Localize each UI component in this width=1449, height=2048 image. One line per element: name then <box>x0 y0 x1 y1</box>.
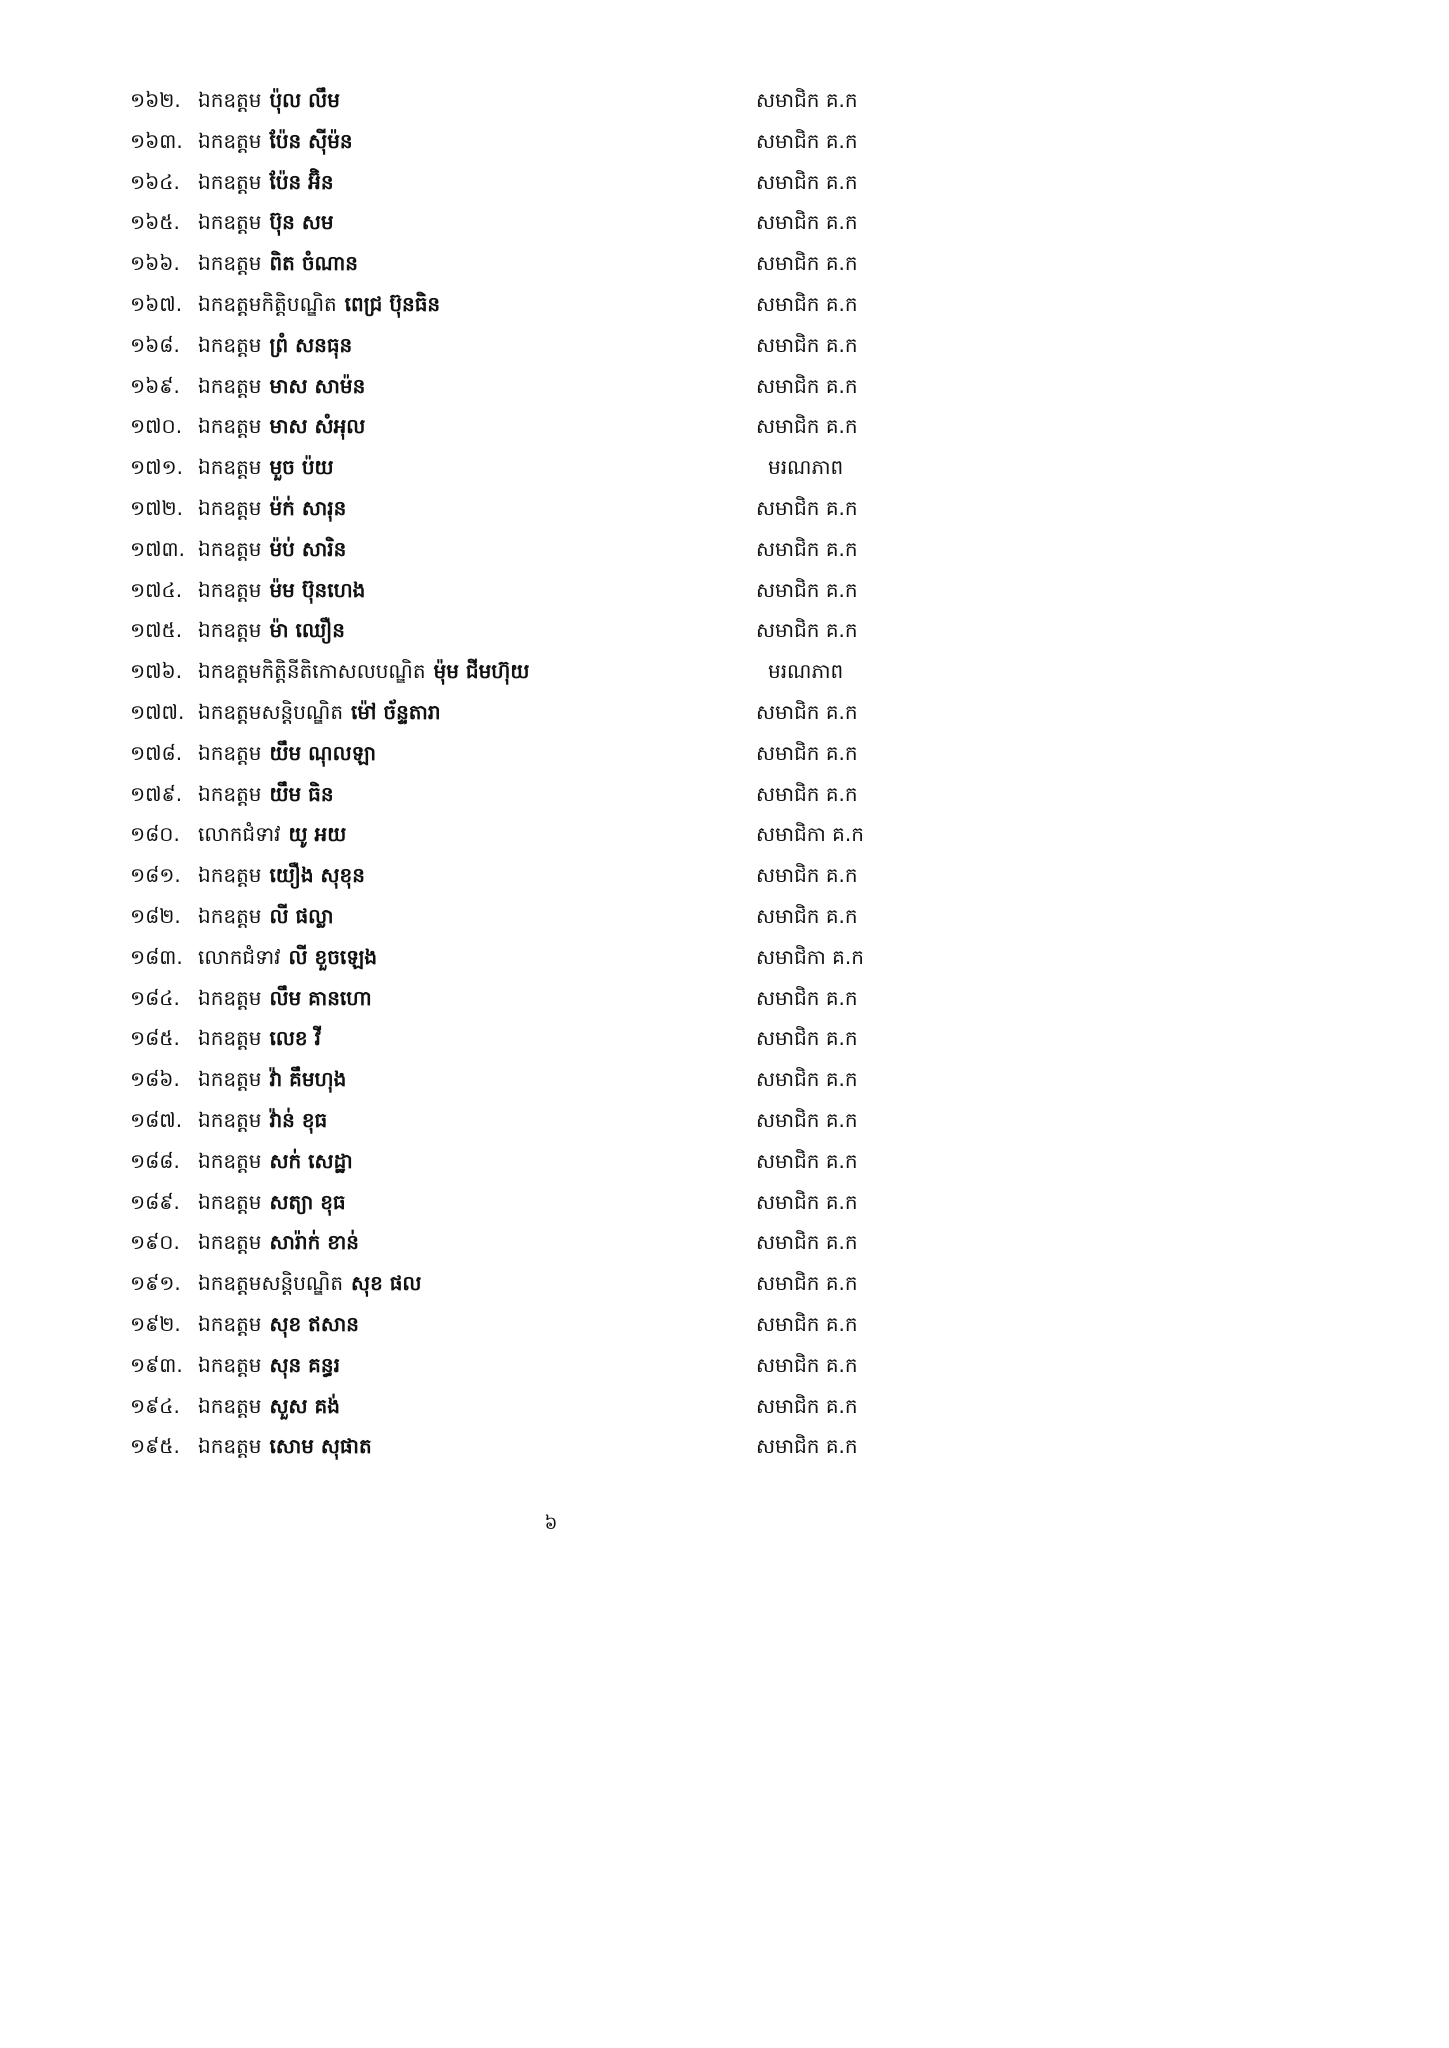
entry-title-group <box>198 208 334 236</box>
entry-honorific: ឯកឧត្តម <box>198 577 262 602</box>
entry-title-group <box>198 494 346 522</box>
entry-status: សមាជិក គ.ក <box>756 291 858 316</box>
entry-name: ព្រំ សនធុន <box>269 332 353 357</box>
entry-status: សមាជិក គ.ក <box>756 373 858 398</box>
list-item <box>0 529 1102 570</box>
entry-title-group <box>198 290 440 318</box>
entry-name: សក់ សេដ្ឋា <box>269 1148 353 1173</box>
entry-title-group <box>198 1024 321 1052</box>
entry-number: ១៩៥. <box>130 1434 180 1459</box>
entry-status: សមាជិក គ.ក <box>756 903 858 928</box>
entry-title-group <box>198 412 365 440</box>
list-item <box>0 1426 1102 1467</box>
entry-name: សារ៉ាក់ ខាន់ <box>269 1230 359 1255</box>
list-item <box>0 570 1102 611</box>
entry-honorific: ឯកឧត្តម <box>198 903 262 928</box>
entry-honorific: ឯកឧត្តម <box>198 1067 262 1092</box>
entry-honorific: ឯកឧត្តម <box>198 740 262 765</box>
entry-honorific: ឯកឧត្តម <box>198 863 262 888</box>
list-item <box>0 1386 1102 1427</box>
entry-title-group <box>198 984 372 1012</box>
entry-honorific: ឯកឧត្តម <box>198 414 262 439</box>
entry-honorific: ឯកឧត្តមកិត្តិនីតិកោសលបណ្ឌិត <box>198 659 426 684</box>
entry-number: ១៧៩. <box>130 781 183 806</box>
entry-honorific: ឯកឧត្តម <box>198 1189 262 1214</box>
entry-name: យឹម ធិន <box>269 781 334 806</box>
entry-number: ១៧៤. <box>130 577 183 602</box>
entry-status: សមាជិក គ.ក <box>756 740 858 765</box>
entry-honorific: ឯកឧត្តម <box>198 1026 262 1051</box>
entry-status: សមាជិក គ.ក <box>756 699 858 724</box>
entry-status: សមាជិក គ.ក <box>756 618 858 643</box>
entry-status: សមាជិក គ.ក <box>756 1026 858 1051</box>
entry-number: ១៨៤. <box>130 985 180 1010</box>
entry-name: ប៉ែន អ៊ិន <box>269 169 334 194</box>
entry-status: សមាជិក គ.ក <box>756 1271 858 1296</box>
entry-honorific: ឯកឧត្តម <box>198 618 262 643</box>
entry-name: ម៉ៅ ច័ន្ទតារា <box>351 699 441 724</box>
list-item <box>0 1304 1102 1345</box>
entry-title-group <box>198 739 376 767</box>
entry-number: ១៧០. <box>130 414 183 439</box>
entry-name: យូ អយ <box>288 822 347 847</box>
entry-status: សមាជិក គ.ក <box>756 1230 858 1255</box>
entry-status: សមាជិក គ.ក <box>756 1148 858 1173</box>
page-number: ៦ <box>544 1513 558 1534</box>
entry-number: ១៦៤. <box>130 169 180 194</box>
entry-honorific: ឯកឧត្តម <box>198 1434 262 1459</box>
entry-number: ១៧៦. <box>130 659 183 684</box>
list-item <box>0 162 1102 203</box>
entry-name: លី ផល្លា <box>269 903 334 928</box>
list-item <box>0 896 1102 937</box>
entry-title-group <box>198 1228 359 1256</box>
entry-title-group <box>198 1310 359 1338</box>
entry-number: ១៩២. <box>130 1311 181 1336</box>
entry-honorific: ឯកឧត្តម <box>198 169 262 194</box>
entry-number: ១៨៨. <box>130 1148 180 1173</box>
entry-name: មាស សាម៉ន <box>269 373 366 398</box>
entry-honorific: ឯកឧត្តម <box>198 495 262 520</box>
entry-name: ពេជ្រ ប៊ុនធិន <box>344 291 441 316</box>
list-item <box>0 121 1102 162</box>
list-item <box>0 814 1102 855</box>
list-item <box>0 488 1102 529</box>
entry-status: សមាជិក គ.ក <box>756 536 858 561</box>
entry-name: វ៉ា គឹមហុង <box>269 1067 347 1092</box>
entry-title-group <box>198 86 340 114</box>
entry-name: ប៉ែន ស៊ីម៉ន <box>269 128 353 153</box>
entry-status: សមាជិក គ.ក <box>756 1434 858 1459</box>
entry-title-group <box>198 249 358 277</box>
entry-number: ១៧៣. <box>130 536 185 561</box>
entry-name: លេខ វី <box>269 1026 321 1051</box>
entry-name: លី ខួចឡេង <box>288 944 378 969</box>
list-item <box>0 243 1102 284</box>
entry-status: សមាជិក គ.ក <box>756 1067 858 1092</box>
entry-honorific: ឯកឧត្តម <box>198 1393 262 1418</box>
entry-status: សមាជិក គ.ក <box>756 863 858 888</box>
list-item <box>0 855 1102 896</box>
entry-title-group <box>198 535 346 563</box>
entry-title-group <box>198 902 334 930</box>
entry-number: ១៨៦. <box>130 1067 180 1092</box>
entry-title-group <box>198 372 365 400</box>
entry-name: ពិត ចំណាន <box>269 251 358 276</box>
entry-honorific: ឯកឧត្តមសន្តិបណ្ឌិត <box>198 1271 344 1296</box>
member-list <box>0 80 1102 1467</box>
entry-title-group <box>198 698 441 726</box>
entry-title-group <box>198 1065 346 1093</box>
list-item <box>0 978 1102 1019</box>
entry-number: ១៧៨. <box>130 740 183 765</box>
entry-number: ១៨៩. <box>130 1189 180 1214</box>
list-item <box>0 733 1102 774</box>
entry-name: សុខ ឥសាន <box>269 1311 359 1336</box>
entry-status: សមាជិក គ.ក <box>756 495 858 520</box>
entry-honorific: ឯកឧត្តម <box>198 1148 262 1173</box>
entry-honorific: ឯកឧត្តម <box>198 251 262 276</box>
entry-status: មរណភាព <box>768 455 844 480</box>
entry-status: សមាជិក គ.ក <box>756 781 858 806</box>
entry-honorific: ឯកឧត្តម <box>198 332 262 357</box>
list-item <box>0 774 1102 815</box>
list-item <box>0 1100 1102 1141</box>
entry-title-group <box>198 1106 327 1134</box>
entry-title-group <box>198 127 353 155</box>
entry-name: ប៉ុល លឹម <box>269 88 340 112</box>
entry-status: សមាជិក គ.ក <box>756 577 858 602</box>
list-item <box>0 406 1102 447</box>
entry-title-group <box>198 331 352 359</box>
entry-name: សួស គង់ <box>269 1393 340 1418</box>
entry-status: សមាជិក គ.ក <box>756 332 858 357</box>
list-item <box>0 1182 1102 1223</box>
entry-status: សមាជិក គ.ក <box>756 169 858 194</box>
list-item <box>0 937 1102 978</box>
entry-status: សមាជិក គ.ក <box>756 1189 858 1214</box>
list-item <box>0 1263 1102 1304</box>
entry-name: មួច ប៉យ <box>269 455 334 480</box>
entry-title-group <box>198 820 346 848</box>
entry-honorific: ឯកឧត្តមសន្តិបណ្ឌិត <box>198 699 344 724</box>
entry-number: ១៩០. <box>130 1230 180 1255</box>
list-item <box>0 1345 1102 1386</box>
entry-honorific: ឯកឧត្តម <box>198 1311 262 1336</box>
entry-status: សមាជិក គ.ក <box>756 251 858 276</box>
entry-title-group <box>198 1351 340 1379</box>
entry-honorific: ឯកឧត្តម <box>198 88 262 112</box>
entry-number: ១៩៤. <box>130 1393 180 1418</box>
entry-honorific: ឯកឧត្តម <box>198 373 262 398</box>
entry-number: ១៧៧. <box>130 699 185 724</box>
entry-number: ១៨១. <box>130 863 181 888</box>
entry-status: សមាជិក គ.ក <box>756 210 858 235</box>
list-item <box>0 325 1102 366</box>
entry-status: សមាជិកា គ.ក <box>756 944 864 969</box>
entry-name: សោម សុផាត <box>269 1434 372 1459</box>
entry-title-group <box>198 1432 372 1460</box>
entry-honorific: ឯកឧត្តម <box>198 1352 262 1377</box>
entry-name: វ៉ាន់ ខុធ <box>269 1107 328 1132</box>
entry-number: ១៨០. <box>130 822 180 847</box>
entry-number: ១៦៧. <box>130 291 183 316</box>
list-item <box>0 1018 1102 1059</box>
list-item <box>0 80 1102 121</box>
entry-number: ១៨៥. <box>130 1026 180 1051</box>
entry-number: ១៨៣. <box>130 944 183 969</box>
entry-name: សុន គន្ធរ <box>269 1352 340 1377</box>
list-item <box>0 366 1102 407</box>
entry-name: ប៊ុន សម <box>269 210 334 235</box>
entry-honorific: ឯកឧត្តម <box>198 210 262 235</box>
entry-title-group <box>198 576 365 604</box>
entry-honorific: លោកជំទាវ <box>198 944 281 969</box>
entry-honorific: ឯកឧត្តម <box>198 455 262 480</box>
entry-title-group <box>198 1147 353 1175</box>
entry-status: សមាជិក គ.ក <box>756 128 858 153</box>
entry-number: ១៧៥. <box>130 618 183 643</box>
entry-name: យឿង សុខុន <box>269 863 365 888</box>
entry-number: ១៩៣. <box>130 1352 183 1377</box>
entry-number: ១៨២. <box>130 903 181 928</box>
entry-number: ១៦៨. <box>130 332 180 357</box>
entry-title-group <box>198 616 345 644</box>
entry-status: សមាជិកា គ.ក <box>756 822 864 847</box>
entry-name: មាស សំអុល <box>269 414 366 439</box>
entry-number: ១៧២. <box>130 495 184 520</box>
list-item <box>0 1141 1102 1182</box>
entry-title-group <box>198 168 334 196</box>
entry-honorific: ឯកឧត្តម <box>198 1230 262 1255</box>
entry-honorific: ឯកឧត្តម <box>198 128 262 153</box>
entry-status: សមាជិក គ.ក <box>756 1311 858 1336</box>
entry-number: ១៩១. <box>130 1271 181 1296</box>
entry-name: សត្យា ខុធ <box>269 1189 346 1214</box>
entry-status: សមាជិក គ.ក <box>756 414 858 439</box>
entry-title-group <box>198 1392 340 1420</box>
list-item <box>0 1222 1102 1263</box>
entry-name: យឹម ណុលឡា <box>269 740 377 765</box>
entry-honorific: ឯកឧត្តម <box>198 1107 262 1132</box>
entry-title-group <box>198 453 334 481</box>
entry-status: មរណភាព <box>768 659 844 684</box>
entry-number: ១៦៥. <box>130 210 180 235</box>
entry-title-group <box>198 861 365 889</box>
entry-number: ១៧១. <box>130 455 184 480</box>
entry-honorific: ឯកឧត្តម <box>198 985 262 1010</box>
entry-number: ១៨៧. <box>130 1107 183 1132</box>
list-item <box>0 447 1102 488</box>
entry-number: ១៦២. <box>130 88 181 112</box>
entry-name: ម៉ក់ សារុន <box>269 495 347 520</box>
entry-honorific: ឯកឧត្តមកិត្តិបណ្ឌិត <box>198 291 337 316</box>
list-item <box>0 692 1102 733</box>
list-item <box>0 202 1102 243</box>
entry-name: ម៉ម ប៊ុនហេង <box>269 577 366 602</box>
entry-name: លឹម គានហោ <box>269 985 372 1010</box>
entry-title-group <box>198 657 529 685</box>
entry-title-group <box>198 1269 421 1297</box>
entry-honorific: លោកជំទាវ <box>198 822 281 847</box>
list-item <box>0 1059 1102 1100</box>
entry-name: ម៉ុម ជីមហ៊ុយ <box>433 659 530 684</box>
entry-honorific: ឯកឧត្តម <box>198 781 262 806</box>
entry-title-group <box>198 943 377 971</box>
entry-name: សុខ ផល <box>351 1271 422 1296</box>
entry-status: សមាជិក គ.ក <box>756 1352 858 1377</box>
entry-name: ម៉ប់ សារិន <box>269 536 347 561</box>
entry-number: ១៦៦. <box>130 251 180 276</box>
entry-title-group <box>198 780 334 808</box>
entry-status: សមាជិក គ.ក <box>756 1107 858 1132</box>
entry-status: សមាជិក គ.ក <box>756 985 858 1010</box>
entry-number: ១៦៩. <box>130 373 180 398</box>
list-item <box>0 651 1102 692</box>
list-item <box>0 610 1102 651</box>
entry-name: ម៉ា ឈឿន <box>269 618 345 643</box>
entry-number: ១៦៣. <box>130 128 183 153</box>
entry-status: សមាជិក គ.ក <box>756 88 858 112</box>
entry-status: សមាជិក គ.ក <box>756 1393 858 1418</box>
entry-title-group <box>198 1188 346 1216</box>
list-item <box>0 284 1102 325</box>
entry-honorific: ឯកឧត្តម <box>198 536 262 561</box>
